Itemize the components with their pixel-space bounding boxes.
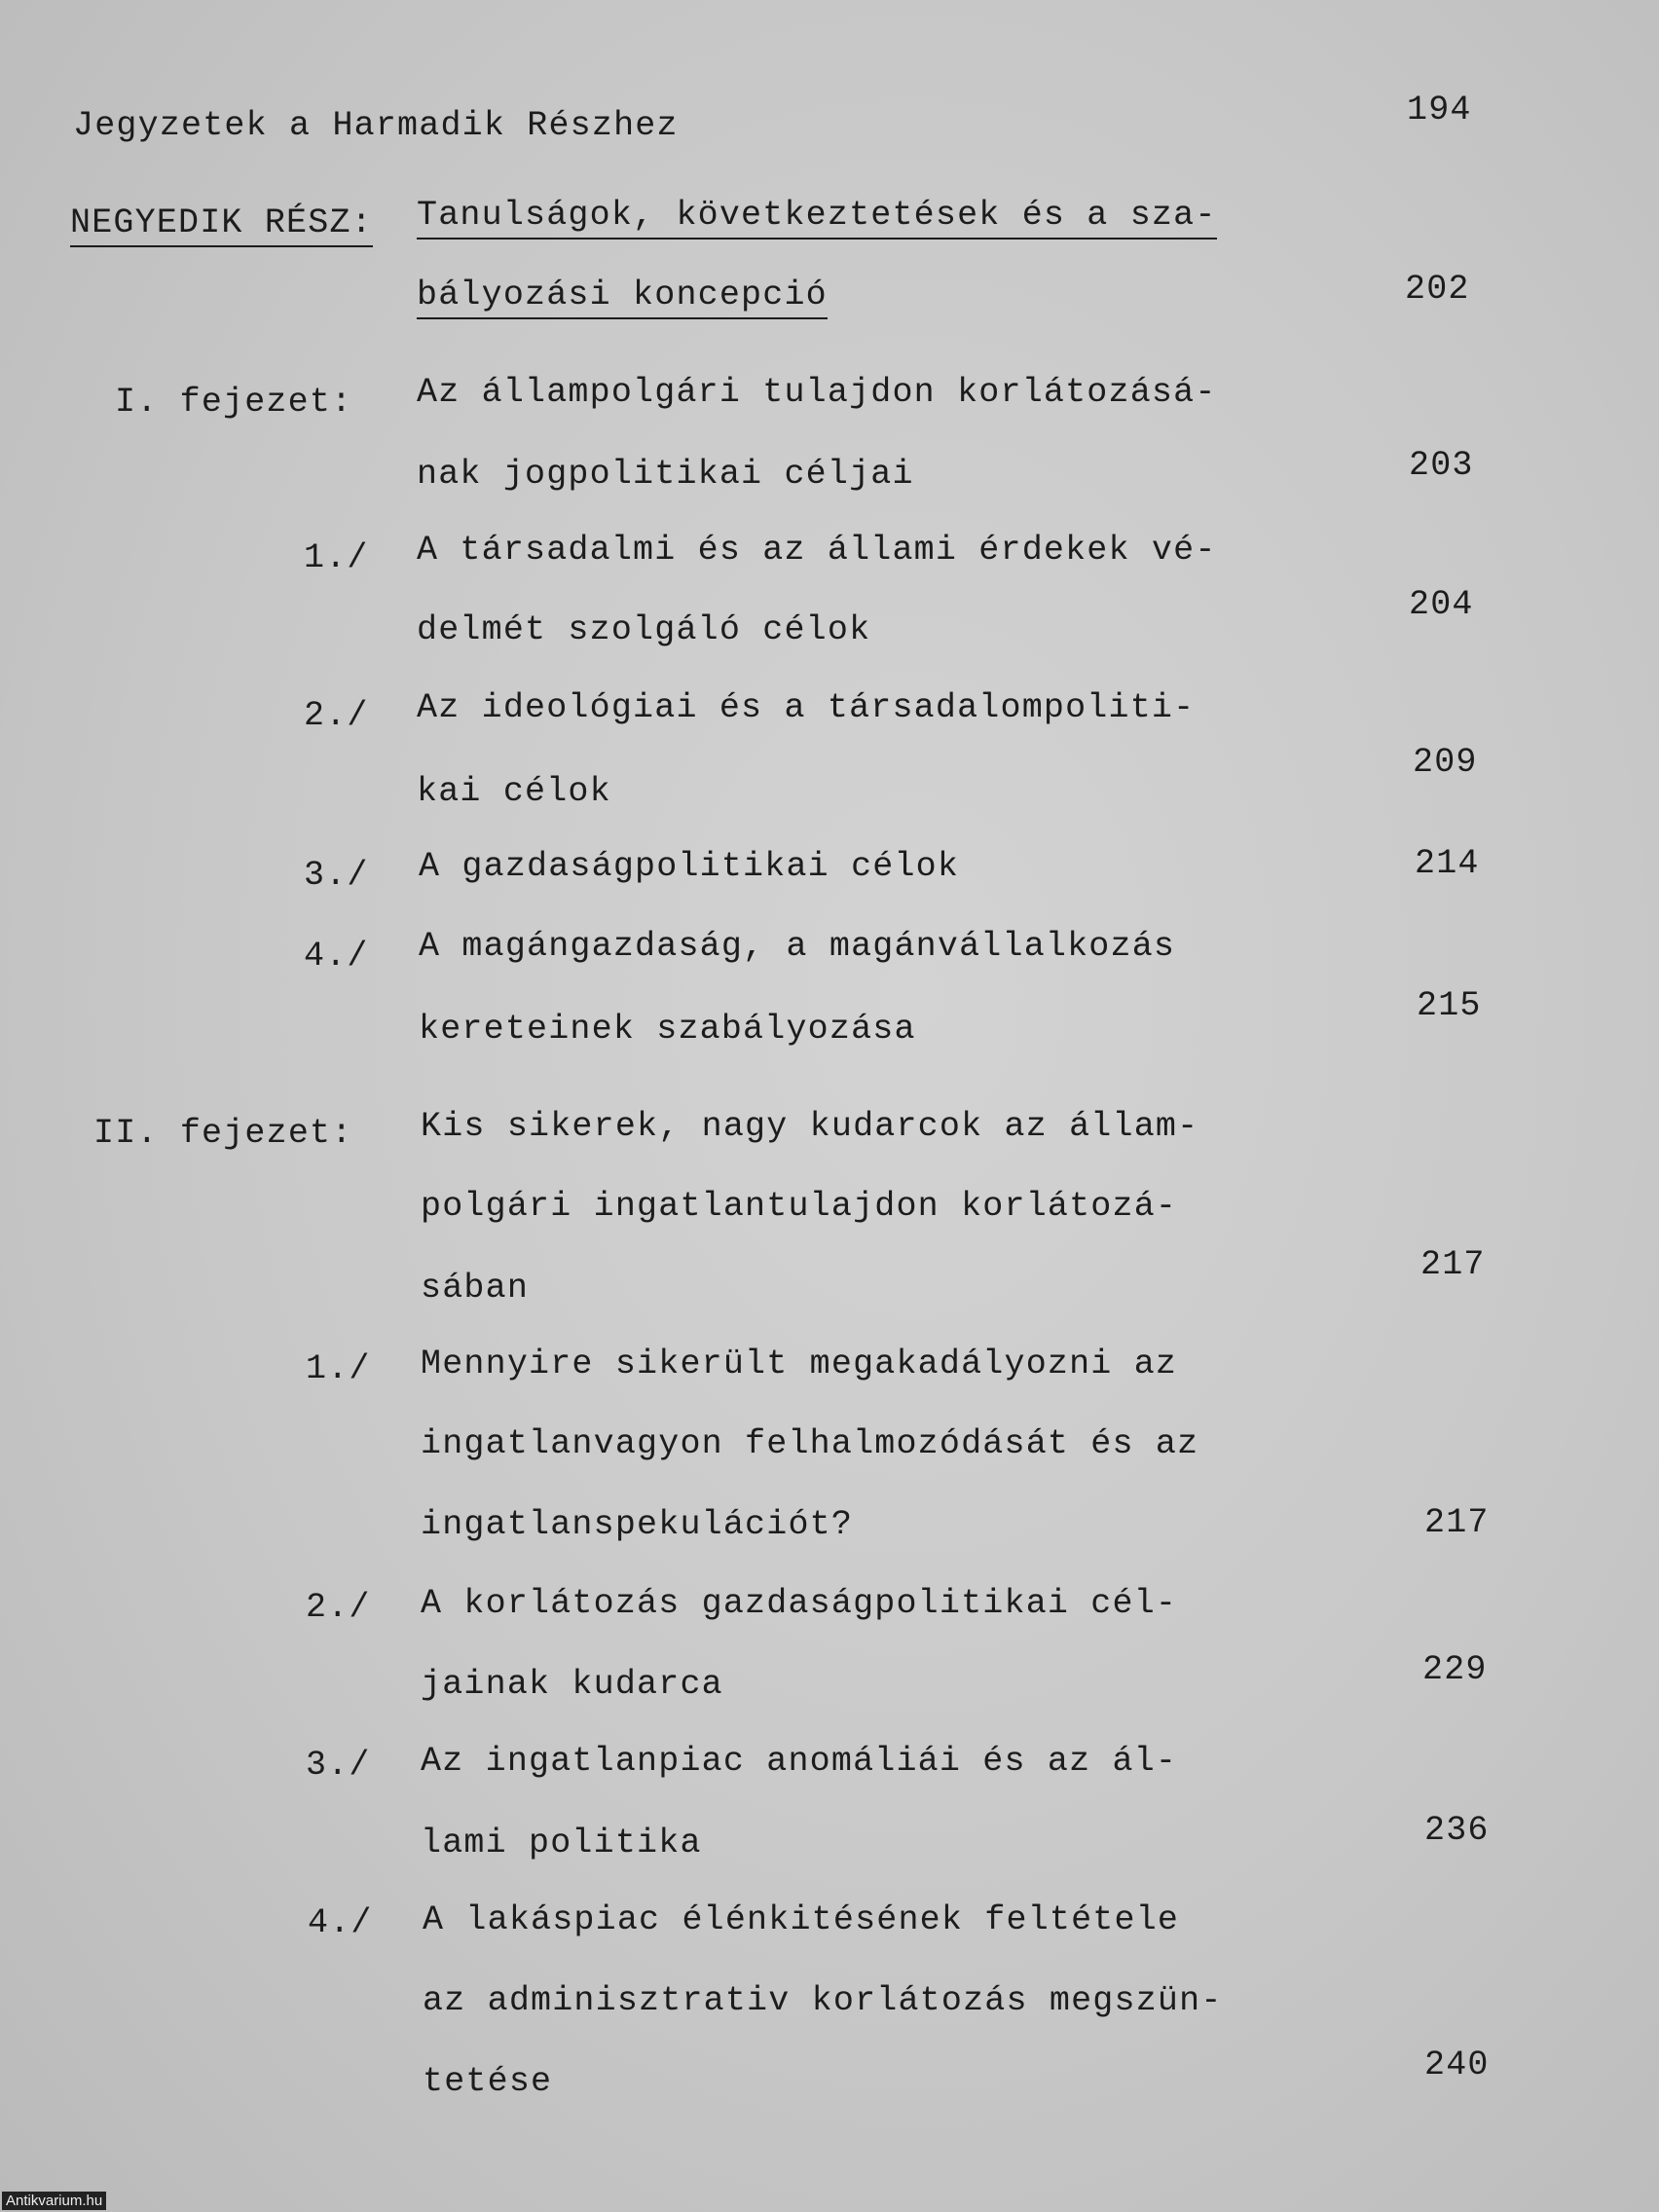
toc-page-number: 214 [1415,844,1480,883]
toc-entry-text: tetése [423,2062,553,2101]
toc-entry-text: kereteinek szabályozása [419,1010,916,1049]
toc-entry-text: nak jogpolitikai céljai [417,455,914,494]
toc-entry-text: delmét szolgáló célok [417,610,871,649]
section-label: 1./ [304,538,369,577]
toc-entry-text: A lakáspiac élénkitésének feltétele [423,1900,1180,1939]
toc-entry-text: A gazdaságpolitikai célok [419,847,960,886]
toc-page-number: 217 [1424,1503,1490,1542]
toc-entry-text: jainak kudarca [421,1665,723,1704]
chapter-label: I. fejezet: [115,383,353,422]
toc-entry-text: A korlátozás gazdaságpolitikai cél- [421,1584,1178,1623]
toc-page-number: 203 [1409,446,1474,485]
toc-page-number: 194 [1407,91,1472,129]
toc-entry-text: polgári ingatlantulajdon korlátozá- [421,1187,1178,1226]
toc-page-number: 215 [1417,986,1482,1025]
part-label: NEGYEDIK RÉSZ: [70,203,373,247]
toc-entry-text: Az állampolgári tulajdon korlátozásá- [417,373,1217,412]
section-label: 4./ [308,1903,373,1942]
toc-entry-text: sában [421,1269,530,1308]
section-label: 2./ [306,1588,371,1627]
toc-page-number: 209 [1413,743,1478,782]
toc-entry-text: Mennyire sikerült megakadályozni az [421,1345,1178,1383]
toc-entry-text: A társadalmi és az állami érdekek vé- [417,531,1217,570]
toc-entry-text: Az ingatlanpiac anomáliái és az ál- [421,1742,1178,1781]
toc-page-number: 229 [1422,1650,1488,1689]
toc-entry-text: A magángazdaság, a magánvállalkozás [419,927,1176,966]
toc-entry-text: az adminisztrativ korlátozás megszün- [423,1981,1223,2020]
watermark: Antikvarium.hu [2,2192,106,2210]
section-label: 3./ [306,1746,371,1785]
toc-entry-text: ingatlanspekulációt? [421,1505,854,1544]
toc-entry-text: kai célok [417,772,611,811]
toc-entry-text: lami politika [421,1824,702,1862]
toc-page-number: 217 [1420,1245,1486,1284]
section-label: 2./ [304,696,369,735]
toc-page-number: 236 [1424,1811,1490,1850]
toc-page-number: 202 [1405,270,1470,309]
toc-page-number: 240 [1424,2046,1490,2084]
toc-entry-text: Az ideológiai és a társadalompoliti- [417,688,1196,727]
toc-page-number: 204 [1409,585,1474,624]
section-label: 1./ [306,1349,371,1388]
toc-entry-text: bályozási koncepció [417,275,828,319]
chapter-label: II. fejezet: [93,1114,353,1153]
section-label: 3./ [304,856,369,895]
toc-entry-text: Tanulságok, következtetések és a sza- [417,195,1217,240]
toc-entry-text: Kis sikerek, nagy kudarcok az állam- [421,1107,1199,1146]
section-label: 4./ [304,937,369,976]
toc-entry-text: Jegyzetek a Harmadik Részhez [73,106,679,145]
toc-entry-text: ingatlanvagyon felhalmozódását és az [421,1424,1199,1463]
